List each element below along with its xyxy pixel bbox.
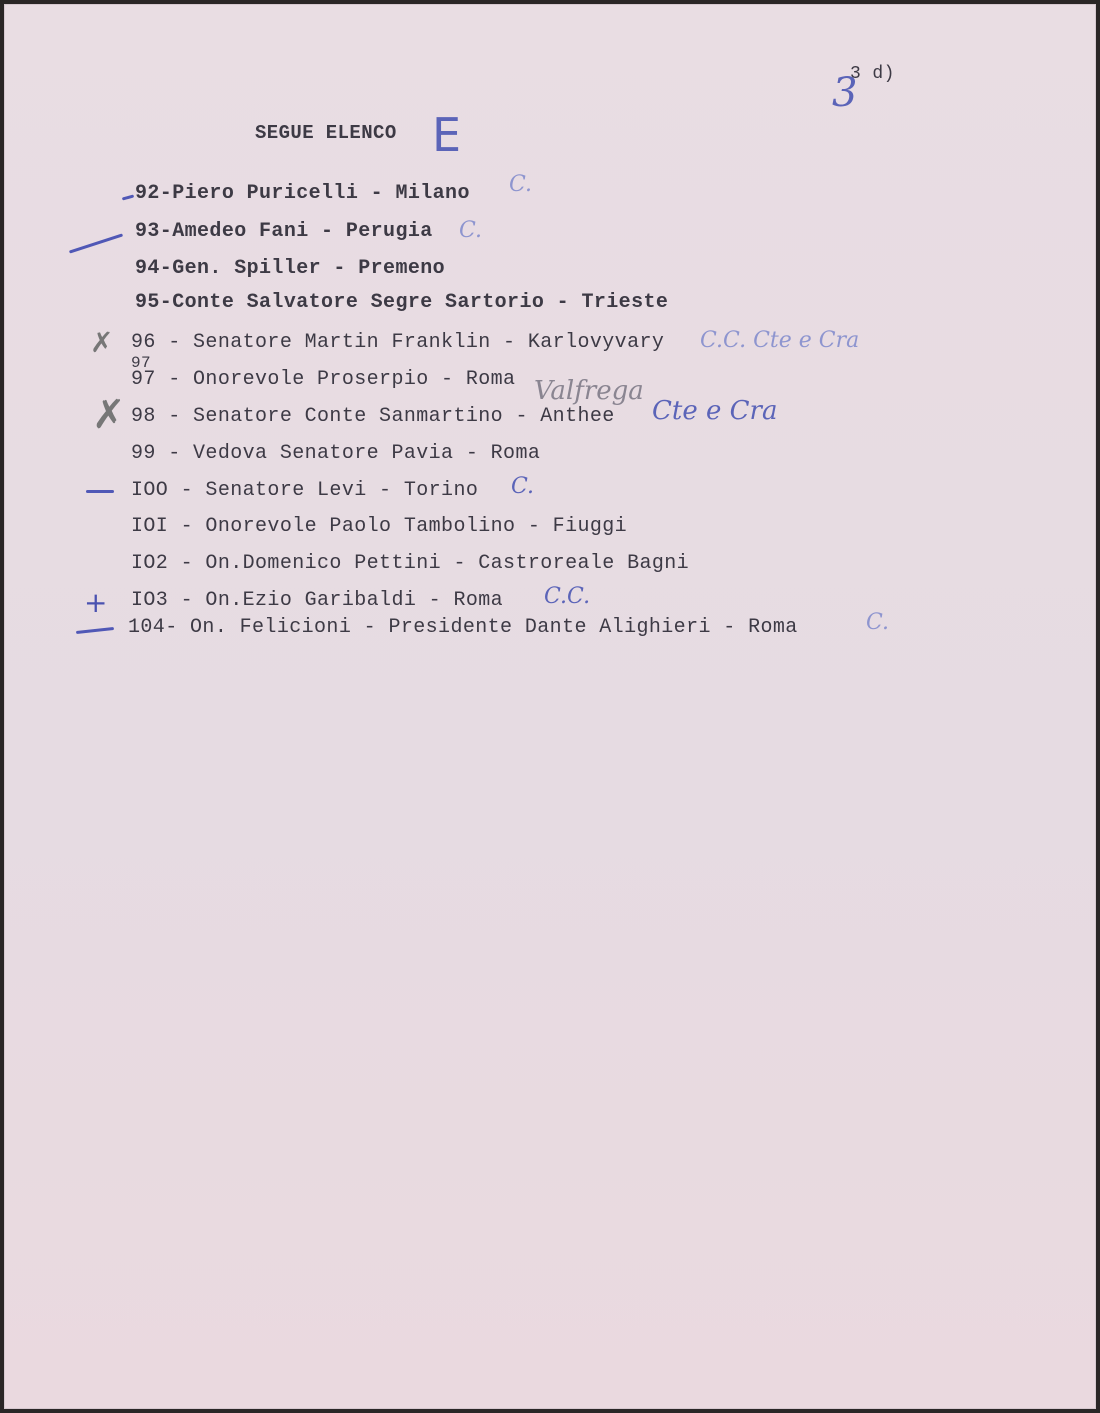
list-item-92: 92-Piero Puricelli - Milano bbox=[135, 182, 470, 205]
list-item-95: 95-Conte Salvatore Segre Sartorio - Trieste bbox=[135, 291, 669, 314]
document-page bbox=[4, 4, 1096, 1409]
note-100: C. bbox=[511, 474, 535, 499]
list-item-99: 99 - Vedova Senatore Pavia - Roma bbox=[131, 442, 541, 465]
typed-page-number: 3 d) bbox=[850, 64, 895, 84]
list-item-103: IO3 - On.Ezio Garibaldi - Roma bbox=[131, 589, 504, 612]
margin-slash-93 bbox=[69, 233, 123, 253]
document-title: SEGUE ELENCO bbox=[255, 122, 397, 144]
list-item-96: 96 - Senatore Martin Franklin - Karlovyvary bbox=[131, 331, 665, 354]
margin-dash-92 bbox=[122, 194, 134, 200]
margin-dash-104 bbox=[76, 627, 114, 634]
note-93: C. bbox=[459, 218, 483, 243]
handwritten-title-letter: E bbox=[432, 108, 462, 162]
list-item-104: 104- On. Felicioni - Presidente Dante Alighieri - Roma bbox=[128, 616, 798, 639]
margin-cross-mark-98: ✗ bbox=[92, 392, 126, 438]
list-item-102: IO2 - On.Domenico Pettini - Castroreale Bagni bbox=[131, 552, 690, 575]
list-item-94: 94-Gen. Spiller - Premeno bbox=[135, 257, 446, 280]
note-104: C. bbox=[866, 610, 890, 635]
note-98: Cte e Cra bbox=[652, 396, 778, 426]
note-96: C.C. Cte e Cra bbox=[700, 328, 860, 353]
list-item-98: 98 - Senatore Conte Sanmartino - Anthee bbox=[131, 405, 615, 428]
note-103: C.C. bbox=[544, 584, 591, 609]
list-item-93: 93-Amedeo Fani - Perugia bbox=[135, 220, 433, 243]
list-item-100: IOO - Senatore Levi - Torino bbox=[131, 479, 479, 502]
note-above-98: Valfrega bbox=[534, 376, 644, 406]
overtype-97: 97 bbox=[131, 354, 152, 372]
list-item-101: IOI - Onorevole Paolo Tambolino - Fiuggi bbox=[131, 515, 628, 538]
handwritten-page-number: 3 bbox=[832, 70, 858, 116]
margin-dash-100 bbox=[86, 490, 114, 493]
note-92: C. bbox=[509, 172, 533, 197]
list-item-97: 97 - Onorevole Proserpio - Roma bbox=[131, 368, 516, 391]
margin-cross-mark-96: ✗ bbox=[90, 326, 114, 359]
margin-plus-mark-103: + bbox=[84, 586, 108, 619]
